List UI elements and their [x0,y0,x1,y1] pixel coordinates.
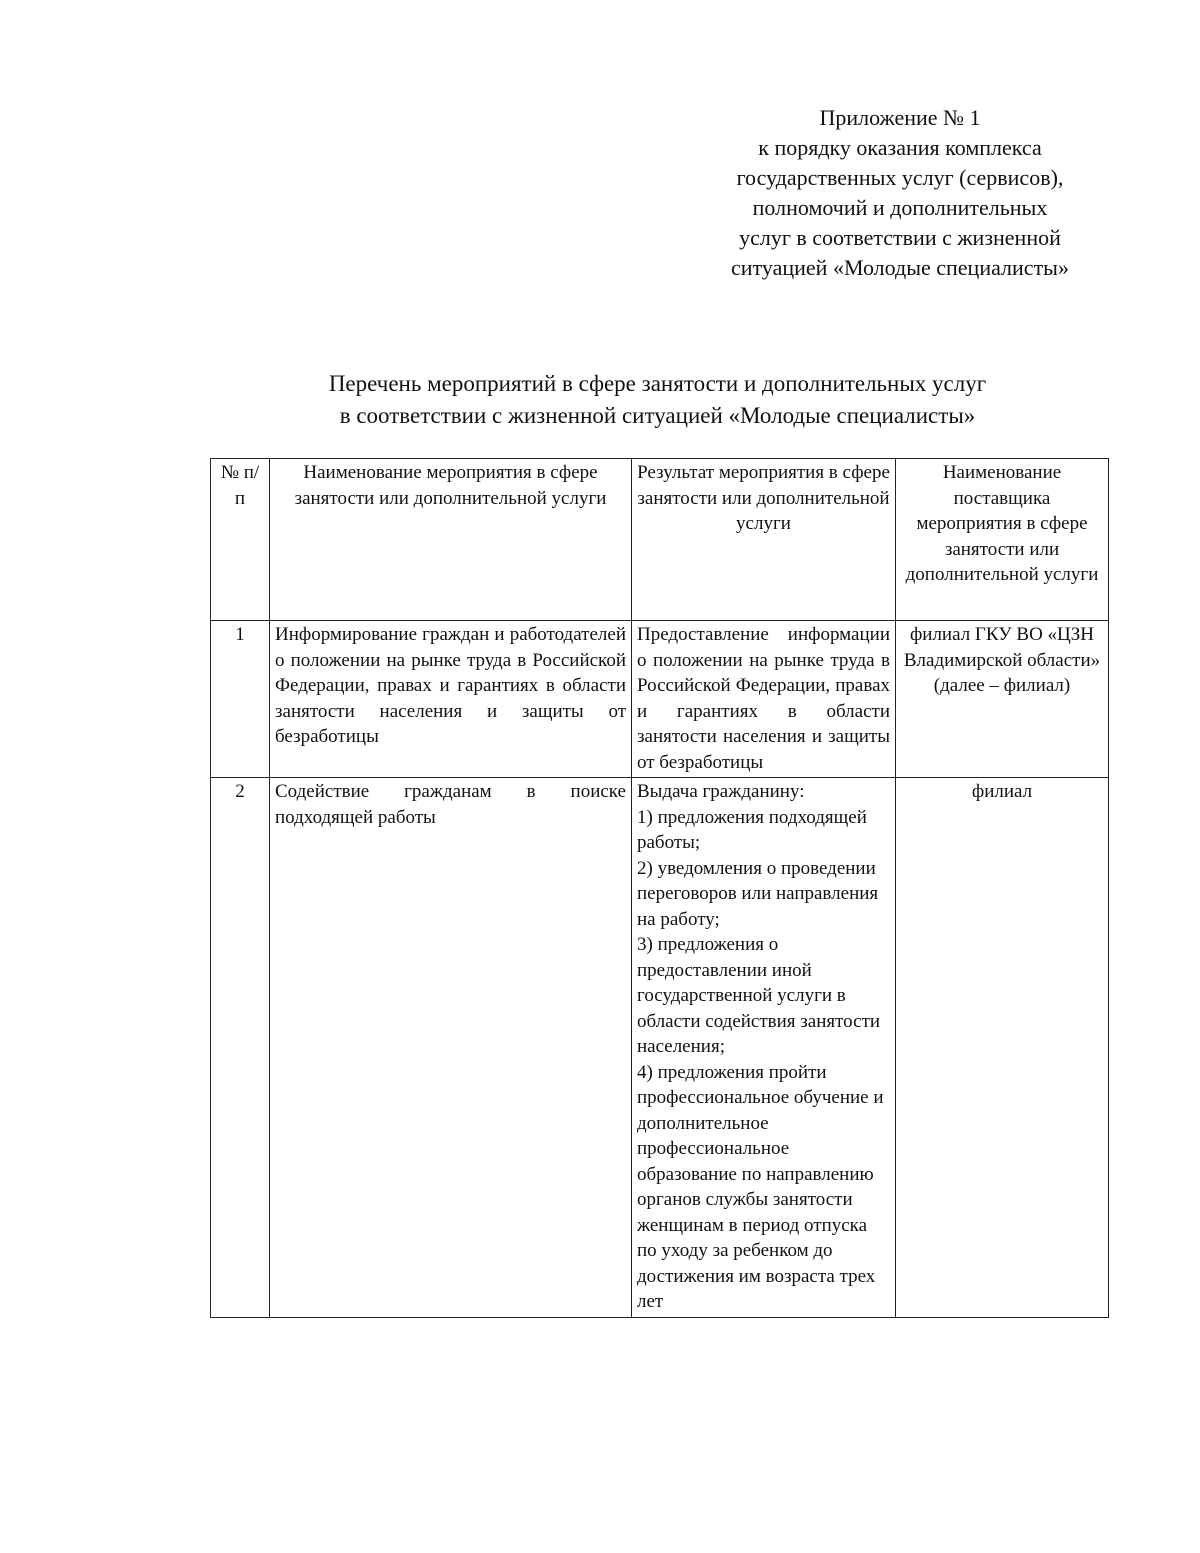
header-provider: Наименование поставщика мероприятия в сфере занятости или дополнительной услуги [896,459,1109,621]
result-line: 3) предложения о предоставлении иной государственной услуги в области содействия занятости населения; [637,934,881,1057]
row-measure-result [632,621,896,778]
appendix-line: Приложение № 1 [819,105,981,130]
row-measure-name: Информирование граждан и работодателей о положении на рынке труда в Российской Федерации, правах и гарантиях в области занятости населения и защиты от безработицы [270,621,632,778]
header-measure-name: Наименование мероприятия в сфере занятости или дополнительной услуги [270,459,632,621]
result-line: 2) уведомления о проведении переговоров или направления на работу; [637,857,879,930]
row-provider: филиал [896,778,1109,1318]
row-provider: филиал ГКУ ВО «ЦЗН Владимирской области» (далее – филиал) [896,621,1109,778]
row-measure-name: Содействие гражданам в поиске подходящей работы [270,778,632,1318]
header-measure-result: Результат мероприятия в сфере занятости или дополнительной услуги [632,459,896,621]
appendix-line: ситуацией «Молодые специалисты» [731,255,1069,280]
appendix-line: к порядку оказания комплекса [758,135,1042,160]
result-line: 1) предложения подходящей работы; [637,806,867,853]
row-measure-result [632,778,896,1318]
document-title [150,368,1165,432]
row-number: 1 [211,621,270,778]
result-line: Выдача гражданину: [637,781,805,802]
title-line: Перечень мероприятий в сфере занятости и дополнительных услуг [328,371,987,396]
appendix-line: государственных услуг (сервисов), [736,165,1064,190]
table-row [211,621,1109,778]
measures-table [210,458,1109,1318]
appendix-heading [690,103,1110,283]
table-row [211,778,1109,1318]
appendix-line: услуг в соответствии с жизненной [739,225,1061,250]
header-number: № п/п [211,459,270,621]
table-header-row [211,459,1109,621]
appendix-line: полномочий и дополнительных [752,195,1048,220]
title-line: в соответствии с жизненной ситуацией «Молодые специалисты» [339,403,976,428]
result-line: 4) предложения пройти профессиональное обучение и дополнительное профессиональное образование по направлению органов службы занятости женщинам в период отпуска по уходу за ребенком до достижения им возраста трех лет [637,1061,884,1312]
result-line: Предоставление информации о положении на рынке труда в Российской Федерации, правах и гарантиях в области занятости населения и защиты от безработицы [637,624,890,773]
row-number: 2 [211,778,270,1318]
